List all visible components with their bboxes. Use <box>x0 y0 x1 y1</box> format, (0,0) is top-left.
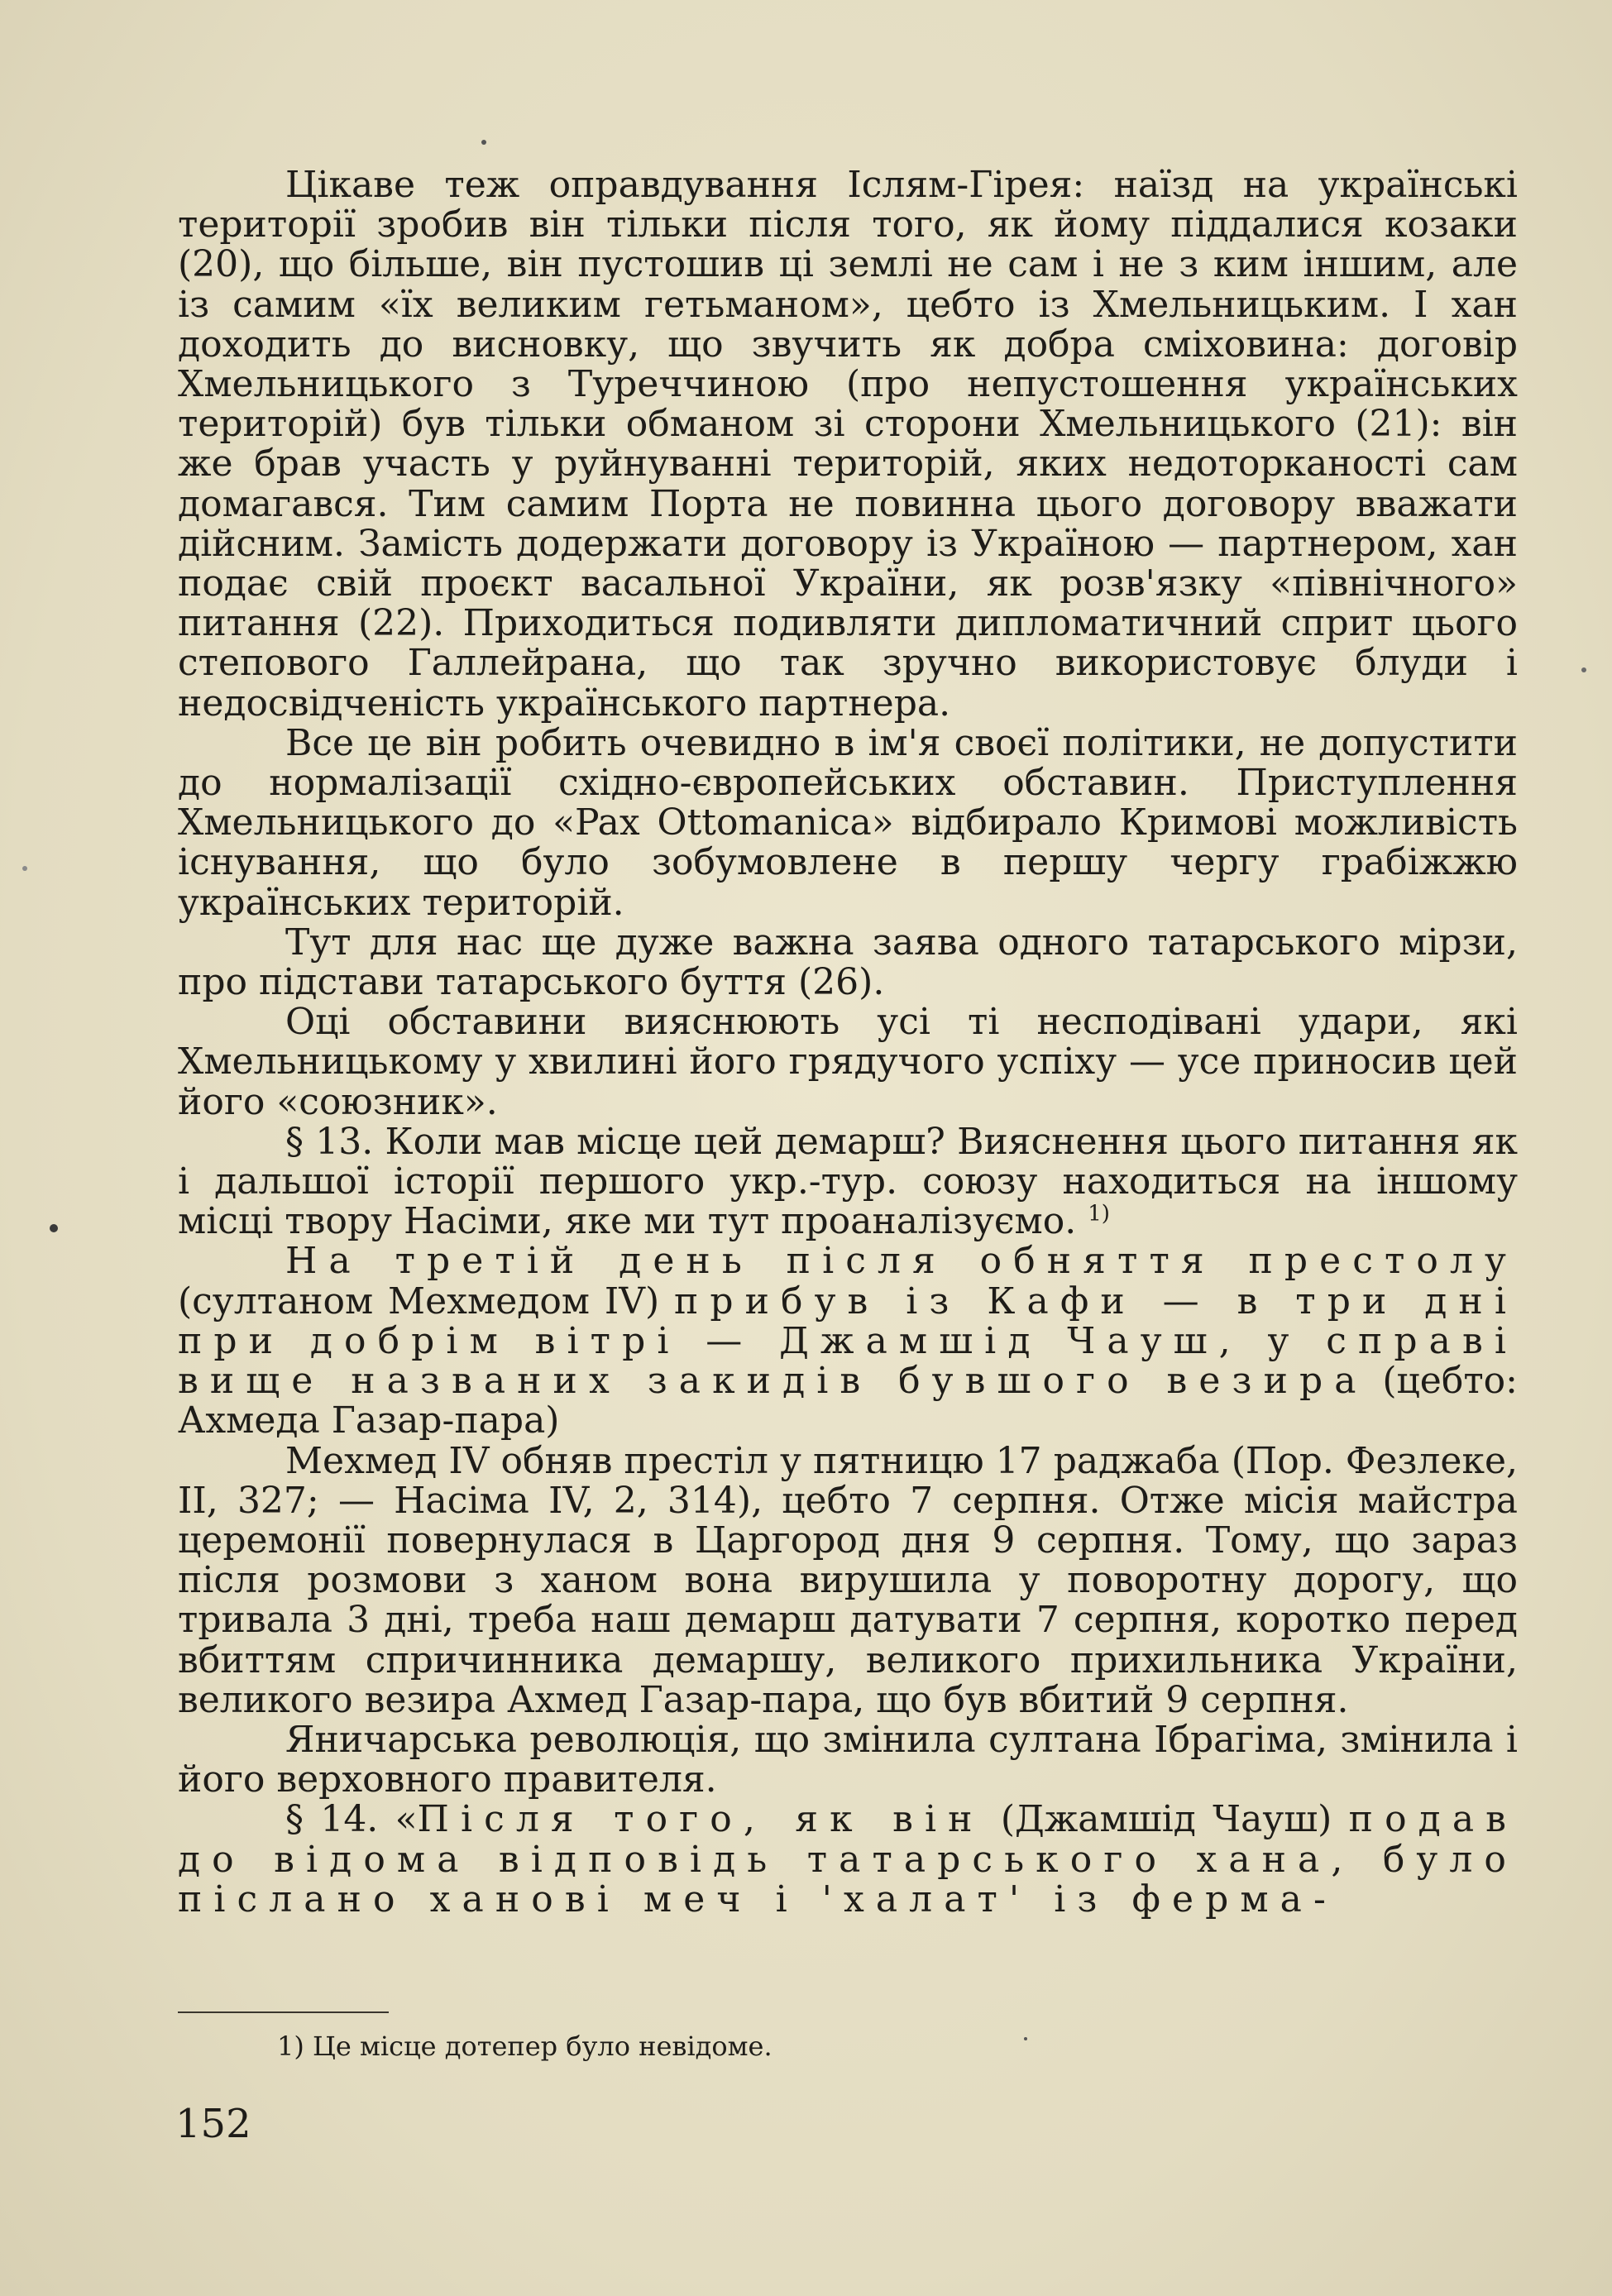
paragraph-6 <box>178 1241 1518 1441</box>
spaced-text: На третій день після обняття престолу <box>285 1240 1518 1283</box>
paragraph-5 <box>178 1122 1518 1242</box>
spaced-text: Після того, як він <box>417 1798 984 1841</box>
main-text <box>178 165 1518 1920</box>
ink-speck <box>22 866 27 871</box>
paragraph-5-text: § 13. Коли мав місце цей демарш? Вияснення цього питання як і дальшої історії першого укр.-тур. союзу находиться на іншому місці твору Насіми, яке ми тут проаналізуємо. <box>178 1120 1518 1243</box>
footnote: 1) Це місце дотепер було невідоме. <box>277 2031 773 2062</box>
ink-speck <box>1581 667 1586 672</box>
spaced-text: прибув із Кафи — в три дні при добрім вітрі — Джамшід Чауш, у справі вище названих закидів бувшого везира <box>178 1280 1518 1403</box>
paragraph-3: Тут для нас ще дуже важна заява одного татарського мірзи, про підстави татарського буття (26). <box>178 921 1518 1004</box>
paragraph-4: Оці обставини вияснюють усі ті несподівані удари, які Хмельницькому у хвилині його грядучого успіху — усе приносив цей його «союзник». <box>178 1001 1518 1123</box>
footnote-marker: 1) <box>1088 1201 1110 1227</box>
paragraph-2: Все це він робить очевидно в ім'я своєї політики, не допустити до нормалізації східно-європейських обставин. Приступлення Хмельницького до «Pax Ottomanica» відбирало Кримові можливість існування, що було зобумовлене в першу чергу грабіжжю українських територій. <box>178 721 1518 924</box>
paragraph-8: Яничарська революція, що змінила султана Ібрагіма, змінила і його верховного правителя. <box>178 1718 1518 1801</box>
paragraph-9-lead: § 14. « <box>285 1798 418 1841</box>
ink-speck <box>50 1224 58 1232</box>
paragraph-9-normal-1: (Джамшід Чауш) <box>1000 1798 1332 1841</box>
footnote-divider <box>178 2011 389 2013</box>
paragraph-6-normal-2: (цебто: Ахмеда Газар-пара) <box>178 1360 1518 1442</box>
paragraph-7: Мехмед IV обняв престіл у пятницю 17 раджаба (Пор. Фезлеке, II, 327; — Насіма IV, 2, 314), цебто 7 серпня. Отже місія майстра церемонії повернулася в Царгород дня 9 серпня. Тому, що зараз після розмови з ханом вона вирушила у поворотну дорогу, що тривала 3 дні, треба наш демарш датувати 7 серпня, коротко перед вбиттям спричинника демаршу, великого прихильника України, великого везира Ахмед Газар-пара, що був вбитий 9 серпня. <box>178 1439 1518 1721</box>
paragraph-1: Цікаве теж оправдування Іслям-Гірея: наїзд на українські території зробив він тільки після того, як йому піддалися козаки (20), що більше, він пустошив ці землі не сам і не з ким іншим, але із самим «їх великим гетьманом», цебто із Хмельницьким. І хан доходить до висновку, що звучить як добра сміховина: договір Хмельницького з Туреччиною (про непустошення українських територій) був тільки обманом зі сторони Хмельницького (21): він же брав участь у руйнуванні територій, яких недоторканості сам домагався. Тим самим Порта не повинна цього договору вважати дійсним. Замість додержати договору із Україною — партнером, хан подає свій проєкт васальної України, як розв'язку «північного» питання (22). Приходиться подивляти дипломатичний сприт цього степового Галлейрана, що так зручно використовує блуди і недосвідченість українського партнера. <box>178 164 1518 725</box>
ink-speck <box>1024 2037 1027 2040</box>
spaced-text: подав до відома відповідь татарського хана, було післано ханові меч і 'халат' із ферма- <box>178 1798 1518 1921</box>
paragraph-6-normal-1: (султаном Мехмедом IV) <box>178 1280 660 1323</box>
ink-speck <box>481 140 486 145</box>
page-number: 152 <box>175 2101 251 2147</box>
paragraph-9 <box>178 1800 1518 1920</box>
